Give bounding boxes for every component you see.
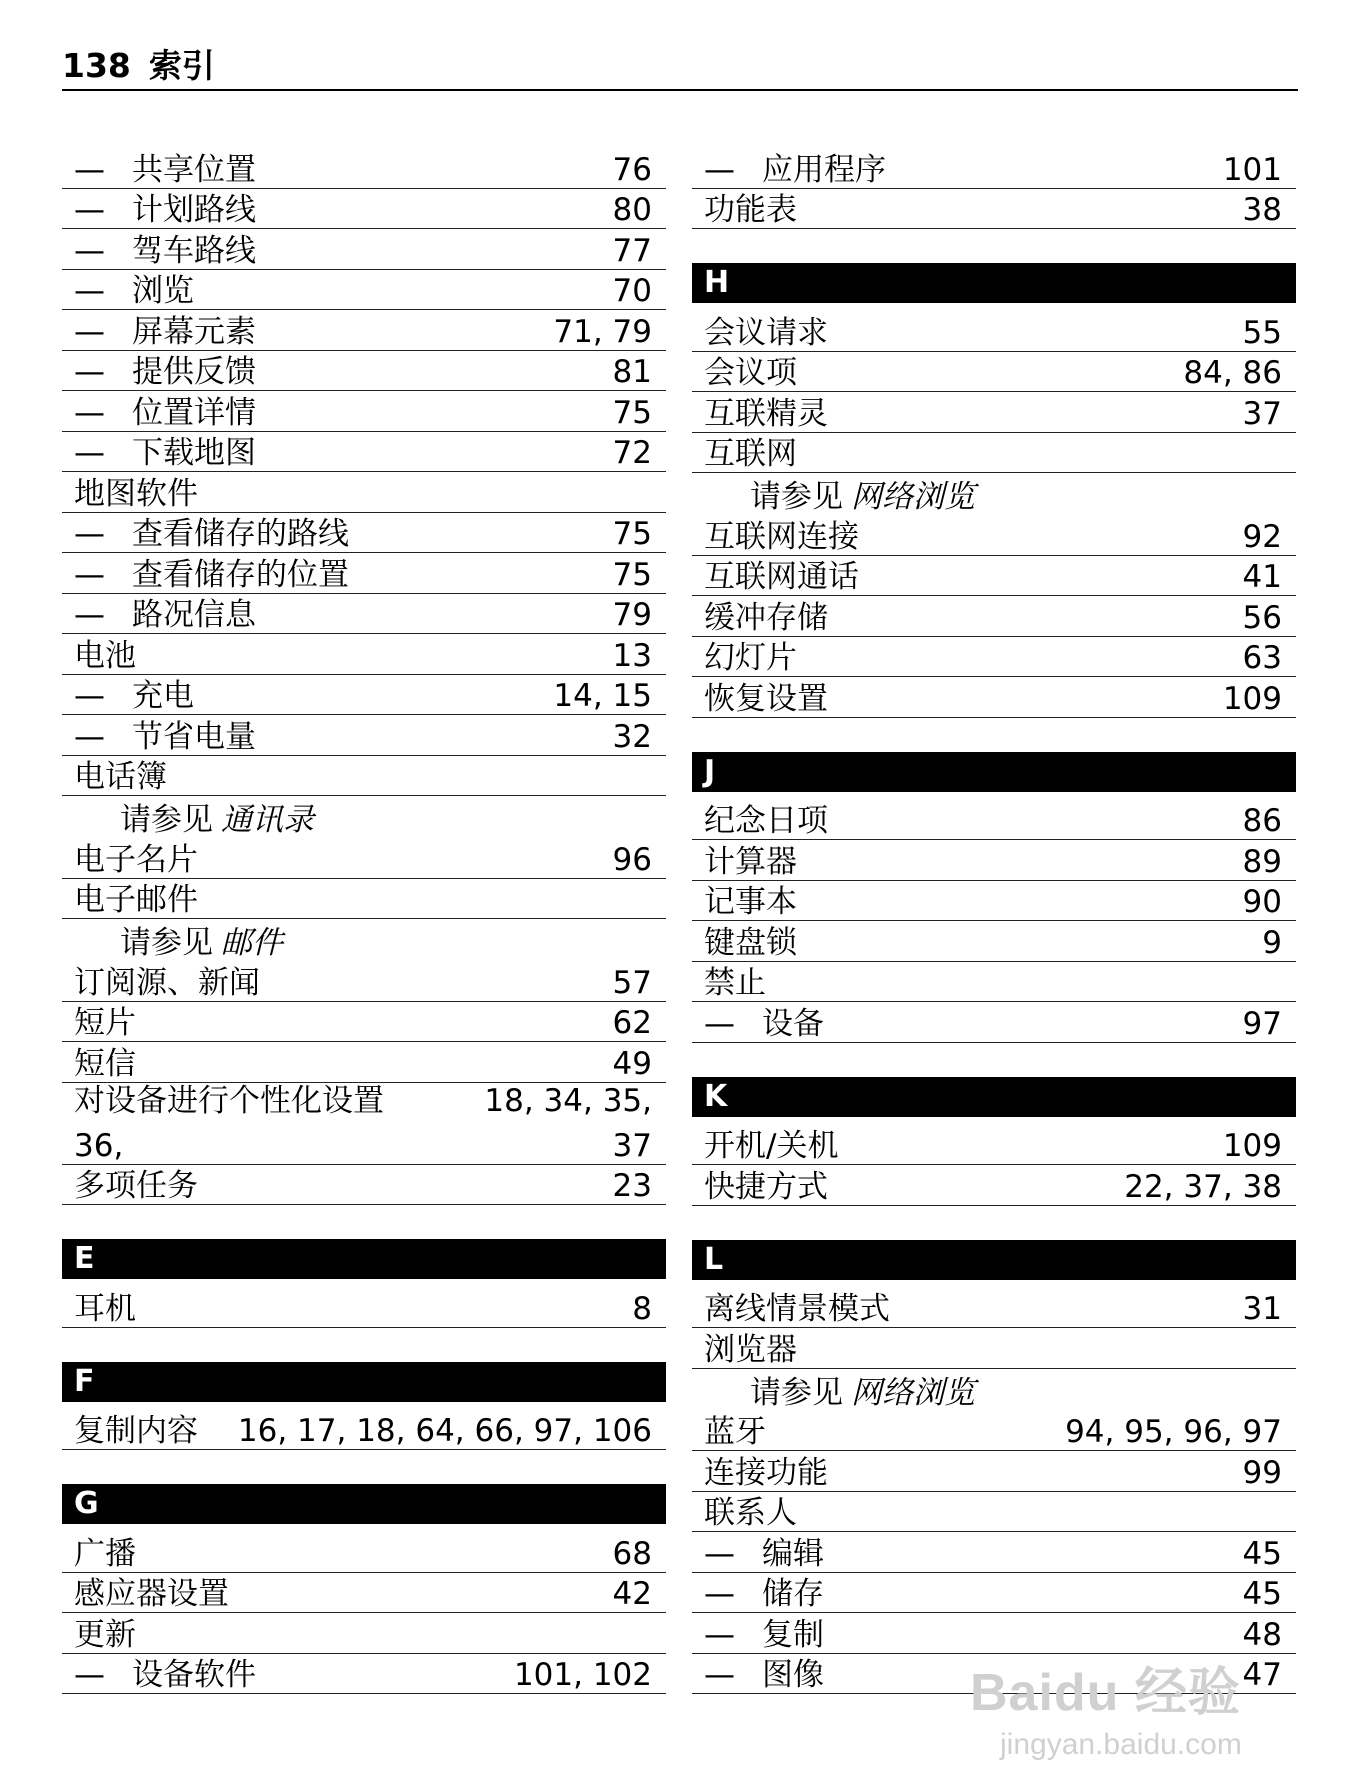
page-number: 138	[62, 46, 131, 85]
index-entry	[692, 596, 1296, 637]
entry-term-group	[704, 803, 828, 839]
entry-pages: 31	[1242, 1291, 1282, 1327]
see-also	[74, 802, 314, 838]
entry-term: 功能表	[704, 192, 797, 228]
entry-term: 互联网通话	[704, 559, 859, 595]
entry-term-group	[704, 1536, 824, 1572]
entry-term-group	[74, 152, 256, 188]
index-subentry	[692, 1613, 1296, 1654]
subentry-dash: —	[74, 516, 105, 552]
entry-term: 计算器	[704, 843, 797, 880]
see-also-target: 网络浏览	[851, 1374, 975, 1411]
index-entry	[692, 556, 1296, 597]
index-subentry	[62, 351, 666, 392]
index-subentry	[62, 594, 666, 635]
entry-pages: 56	[1242, 599, 1282, 636]
entry-term-group	[74, 1168, 198, 1204]
see-also-row	[62, 796, 666, 838]
subentry-dash: —	[74, 313, 105, 350]
entry-term-group	[704, 965, 766, 1001]
entry-term-group	[74, 314, 256, 350]
entry-term-group	[74, 516, 349, 552]
entry-term: 快捷方式	[704, 1168, 828, 1205]
entry-pages-continued: 37	[612, 1127, 652, 1164]
entry-pages: 86	[1242, 803, 1282, 839]
index-entry	[692, 1492, 1296, 1533]
entry-term-group	[74, 1413, 198, 1449]
entry-term: 广播	[74, 1535, 136, 1572]
entry-pages: 63	[1242, 640, 1282, 676]
entry-term: 编辑	[762, 1535, 824, 1572]
section-letter-header: K	[692, 1077, 1296, 1117]
entry-pages: 22, 37, 38	[1124, 1168, 1282, 1205]
index-subentry	[62, 270, 666, 311]
entry-term-group	[74, 233, 256, 269]
index-entry	[62, 1165, 666, 1206]
see-also-prefix: 请参见	[120, 802, 213, 838]
index-entry	[62, 1002, 666, 1043]
index-entry	[62, 1287, 666, 1328]
see-also-target: 邮件	[221, 925, 283, 961]
entry-term: 图像	[762, 1657, 824, 1693]
index-entry	[62, 879, 666, 920]
entry-term-group	[704, 681, 828, 717]
subentry-dash: —	[74, 556, 105, 593]
section-gap	[62, 1450, 666, 1484]
index-column-left	[62, 148, 666, 1694]
entry-term: 恢复设置	[704, 680, 828, 717]
entry-term: 互联精灵	[704, 395, 828, 432]
entry-term: 充电	[132, 678, 194, 714]
subentry-dash: —	[74, 394, 105, 431]
index-subentry	[692, 1002, 1296, 1043]
entry-term-group	[704, 1006, 824, 1042]
entry-pages: 8	[632, 1290, 652, 1327]
section-letter-header: H	[692, 263, 1296, 303]
entry-term: 复制	[762, 1616, 824, 1653]
entry-pages: 70	[612, 273, 652, 309]
subentry-dash: —	[704, 1576, 735, 1612]
entry-term-group	[704, 640, 797, 676]
index-entry	[62, 1532, 666, 1573]
entry-term: 浏览	[132, 273, 194, 309]
subentry-dash: —	[74, 597, 105, 633]
index-column-right	[692, 148, 1296, 1694]
entry-term: 浏览器	[704, 1331, 797, 1368]
section-gap	[692, 1206, 1296, 1240]
entry-term-group	[704, 844, 797, 880]
subentry-dash: —	[74, 192, 105, 228]
entry-pages: 62	[612, 1005, 652, 1041]
entry-pages-group	[484, 1083, 652, 1164]
entry-term-group	[704, 355, 797, 391]
entry-term-group	[704, 1291, 890, 1327]
index-entry	[62, 1613, 666, 1654]
entry-term: 感应器设置	[74, 1576, 229, 1612]
section-gap	[692, 718, 1296, 752]
index-subentry	[62, 715, 666, 756]
entry-term-group	[74, 1657, 256, 1693]
entry-term-group	[704, 1657, 824, 1693]
entry-term: 键盘锁	[704, 924, 797, 961]
entry-term: 设备软件	[132, 1657, 256, 1693]
entry-pages: 94, 95, 96, 97	[1065, 1414, 1282, 1450]
index-entry	[692, 1165, 1296, 1206]
index-entry	[692, 1125, 1296, 1166]
entry-pages: 71, 79	[553, 313, 652, 350]
watermark-url: jingyan.baidu.com	[1000, 1728, 1242, 1761]
entry-term-group	[704, 600, 828, 636]
entry-term-group	[704, 1617, 824, 1653]
index-entry	[692, 392, 1296, 433]
index-entry	[692, 881, 1296, 922]
index-entry	[692, 921, 1296, 962]
entry-term: 下载地图	[132, 435, 256, 471]
entry-pages: 23	[612, 1168, 652, 1204]
entry-term: 会议请求	[704, 314, 828, 351]
entry-term: 复制内容	[74, 1413, 198, 1449]
index-entry	[692, 189, 1296, 230]
entry-term-group	[74, 965, 260, 1001]
index-entry	[62, 756, 666, 797]
entry-term-group	[704, 519, 859, 555]
index-subentry	[692, 1573, 1296, 1614]
entry-term-group	[704, 1169, 828, 1205]
see-also	[74, 925, 283, 961]
entry-pages: 14, 15	[553, 678, 652, 714]
entry-term: 电池	[74, 637, 136, 674]
entry-term: 地图软件	[74, 475, 198, 512]
subentry-dash: —	[74, 273, 105, 309]
subentry-dash: —	[704, 1535, 735, 1572]
subentry-dash: —	[704, 1005, 735, 1042]
entry-pages: 101	[1222, 151, 1282, 188]
entry-term-group	[74, 759, 167, 795]
entry-term: 节省电量	[132, 718, 256, 755]
entry-term: 连接功能	[704, 1454, 828, 1491]
entry-pages: 42	[612, 1576, 652, 1612]
index-subentry	[62, 675, 666, 716]
index-entry	[692, 1411, 1296, 1452]
see-also-row	[692, 1369, 1296, 1411]
index-entry	[62, 1573, 666, 1614]
entry-term-group	[74, 882, 198, 918]
section-letter-header: E	[62, 1239, 666, 1279]
entry-pages: 96	[612, 841, 652, 878]
entry-term: 储存	[762, 1576, 824, 1612]
entry-pages: 16, 17, 18, 64, 66, 97, 106	[237, 1413, 652, 1449]
subentry-dash: —	[74, 718, 105, 755]
index-subentry	[62, 1654, 666, 1695]
entry-term-group	[74, 1617, 136, 1653]
section-gap	[692, 1043, 1296, 1077]
index-subentry	[62, 310, 666, 351]
entry-term: 驾车路线	[132, 232, 256, 269]
entry-term-group	[704, 925, 797, 961]
index-entry	[692, 962, 1296, 1003]
subentry-dash: —	[704, 1657, 735, 1693]
entry-term-group	[74, 719, 256, 755]
index-subentry	[62, 513, 666, 554]
index-entry	[62, 1410, 666, 1451]
index-entry	[692, 1451, 1296, 1492]
see-also	[704, 1375, 975, 1411]
subentry-dash: —	[74, 1657, 105, 1693]
entry-pages: 109	[1222, 680, 1282, 717]
entry-term-group	[704, 192, 797, 228]
entry-pages: 75	[612, 556, 652, 593]
index-entry	[692, 515, 1296, 556]
index-subentry	[62, 229, 666, 270]
page-title: 索引	[148, 46, 215, 85]
entry-term-group	[74, 273, 194, 309]
entry-pages: 89	[1242, 843, 1282, 880]
entry-pages: 99	[1242, 1454, 1282, 1491]
see-also-target: 网络浏览	[851, 479, 975, 515]
index-entry	[62, 961, 666, 1002]
index-subentry	[692, 148, 1296, 189]
entry-term: 短片	[74, 1005, 136, 1041]
index-entry	[692, 637, 1296, 678]
see-also-row	[692, 473, 1296, 515]
entry-pages: 38	[1242, 192, 1282, 228]
entry-term-group	[74, 1291, 136, 1327]
subentry-dash: —	[74, 678, 105, 714]
entry-term-group	[74, 192, 256, 228]
index-entry	[692, 311, 1296, 352]
index-entry	[692, 352, 1296, 393]
index-subentry	[62, 189, 666, 230]
entry-term: 短信	[74, 1045, 136, 1082]
entry-term: 互联网	[704, 436, 797, 472]
entry-pages: 32	[612, 718, 652, 755]
entry-term: 设备	[762, 1005, 824, 1042]
entry-pages: 49	[612, 1045, 652, 1082]
see-also-prefix: 请参见	[750, 479, 843, 515]
entry-term: 更新	[74, 1616, 136, 1653]
entry-term: 电子邮件	[74, 882, 198, 918]
entry-term-group	[704, 1332, 797, 1368]
entry-term: 查看储存的路线	[132, 516, 349, 552]
entry-term-group	[74, 1083, 384, 1164]
entry-pages: 84, 86	[1183, 355, 1282, 391]
entry-term-group	[74, 1046, 136, 1082]
section-letter-header: G	[62, 1484, 666, 1524]
section-letter-header: J	[692, 752, 1296, 792]
entry-pages: 41	[1242, 559, 1282, 595]
entry-term-group	[74, 557, 349, 593]
entry-term-group	[704, 1455, 828, 1491]
entry-term: 电话簿	[74, 759, 167, 795]
entry-term: 耳机	[74, 1290, 136, 1327]
entry-term: 蓝牙	[704, 1414, 766, 1450]
entry-term: 订阅源、新闻	[74, 964, 260, 1001]
index-entry	[62, 634, 666, 675]
entry-term-group	[704, 1576, 824, 1612]
index-entry	[692, 433, 1296, 474]
entry-term: 会议项	[704, 355, 797, 391]
entry-pages: 97	[1242, 1005, 1282, 1042]
see-also-target: 通讯录	[221, 802, 314, 838]
entry-pages: 90	[1242, 884, 1282, 920]
section-gap	[692, 229, 1296, 263]
entry-term-group	[74, 1005, 136, 1041]
entry-term: 记事本	[704, 884, 797, 920]
index-subentry	[62, 148, 666, 189]
entry-pages: 45	[1242, 1576, 1282, 1612]
entry-pages: 57	[612, 964, 652, 1001]
entry-term-group	[74, 435, 256, 471]
entry-term: 计划路线	[132, 192, 256, 228]
entry-pages: 77	[612, 232, 652, 269]
entry-term: 位置详情	[132, 394, 256, 431]
see-also-prefix: 请参见	[750, 1374, 843, 1411]
see-also	[704, 479, 975, 515]
entry-term: 互联网连接	[704, 518, 859, 555]
entry-pages: 92	[1242, 518, 1282, 555]
see-also-prefix: 请参见	[120, 925, 213, 961]
entry-term: 对设备进行个性化设置	[74, 1082, 384, 1119]
index-subentry	[62, 432, 666, 473]
entry-term: 多项任务	[74, 1168, 198, 1204]
index-entry	[692, 1328, 1296, 1369]
entry-pages: 13	[612, 637, 652, 674]
section-letter-header: L	[692, 1240, 1296, 1280]
entry-term: 屏幕元素	[132, 313, 256, 350]
entry-pages: 55	[1242, 314, 1282, 351]
entry-term: 纪念日项	[704, 803, 828, 839]
entry-pages: 75	[612, 394, 652, 431]
entry-term: 提供反馈	[132, 354, 256, 390]
entry-term-group	[704, 1128, 838, 1164]
entry-pages: 48	[1242, 1616, 1282, 1653]
subentry-dash: —	[74, 151, 105, 188]
entry-term: 路况信息	[132, 597, 256, 633]
entry-term-group	[704, 396, 828, 432]
entry-term-group	[74, 354, 256, 390]
entry-term-group	[704, 436, 797, 472]
entry-term: 联系人	[704, 1495, 797, 1531]
index-entry	[62, 1042, 666, 1083]
entry-term: 禁止	[704, 965, 766, 1001]
entry-pages: 45	[1242, 1535, 1282, 1572]
entry-pages: 68	[612, 1535, 652, 1572]
section-gap	[62, 1328, 666, 1362]
entry-term-group	[704, 315, 828, 351]
entry-term: 离线情景模式	[704, 1291, 890, 1327]
subentry-dash: —	[704, 151, 735, 188]
entry-term-group	[74, 395, 256, 431]
entry-pages: 80	[612, 192, 652, 228]
subentry-dash: —	[704, 1616, 735, 1653]
entry-pages: 109	[1222, 1128, 1282, 1164]
entry-pages: 81	[612, 354, 652, 390]
entry-term: 应用程序	[762, 151, 886, 188]
section-letter-header: F	[62, 1362, 666, 1402]
entry-pages: 72	[612, 435, 652, 471]
index-entry	[692, 800, 1296, 841]
see-also-row	[62, 919, 666, 961]
entry-pages: 37	[1242, 395, 1282, 432]
index-entry	[62, 838, 666, 879]
entry-term-group	[704, 884, 797, 920]
index-subentry	[692, 1532, 1296, 1573]
entry-term: 开机/关机	[704, 1128, 839, 1164]
entry-pages: 76	[612, 151, 652, 188]
entry-term-group	[704, 1495, 797, 1531]
index-subentry	[62, 553, 666, 594]
entry-pages: 18, 34, 35,	[484, 1082, 652, 1119]
watermark-logo: Baidu 经验	[970, 1664, 1241, 1722]
entry-term: 幻灯片	[704, 640, 797, 676]
entry-term-group	[704, 559, 859, 595]
entry-term-group	[74, 1576, 229, 1612]
entry-term: 电子名片	[74, 841, 198, 878]
subentry-dash: —	[74, 232, 105, 269]
index-entry	[692, 677, 1296, 718]
entry-term-group	[74, 638, 136, 674]
entry-pages: 9	[1262, 924, 1282, 961]
page-header	[62, 45, 1298, 91]
entry-term-group	[74, 597, 256, 633]
entry-term-group	[74, 476, 198, 512]
entry-pages: 101, 102	[513, 1657, 652, 1693]
subentry-dash: —	[74, 354, 105, 390]
index-subentry	[692, 1654, 1296, 1695]
entry-term-group	[74, 678, 194, 714]
section-gap	[62, 1205, 666, 1239]
subentry-dash: —	[74, 435, 105, 471]
index-entry	[62, 1083, 666, 1165]
entry-term-continued: 36,	[74, 1127, 124, 1164]
entry-pages: 79	[612, 597, 652, 633]
index-entry	[692, 840, 1296, 881]
entry-term-group	[704, 152, 886, 188]
entry-term: 查看储存的位置	[132, 556, 349, 593]
entry-term-group	[74, 842, 198, 878]
index-entry	[62, 472, 666, 513]
entry-term: 缓冲存储	[704, 599, 828, 636]
entry-term: 共享位置	[132, 151, 256, 188]
index-entry	[692, 1288, 1296, 1329]
entry-pages: 75	[612, 516, 652, 552]
entry-pages: 47	[1242, 1657, 1282, 1693]
entry-term-group	[74, 1536, 136, 1572]
index-subentry	[62, 391, 666, 432]
entry-term-group	[704, 1414, 766, 1450]
